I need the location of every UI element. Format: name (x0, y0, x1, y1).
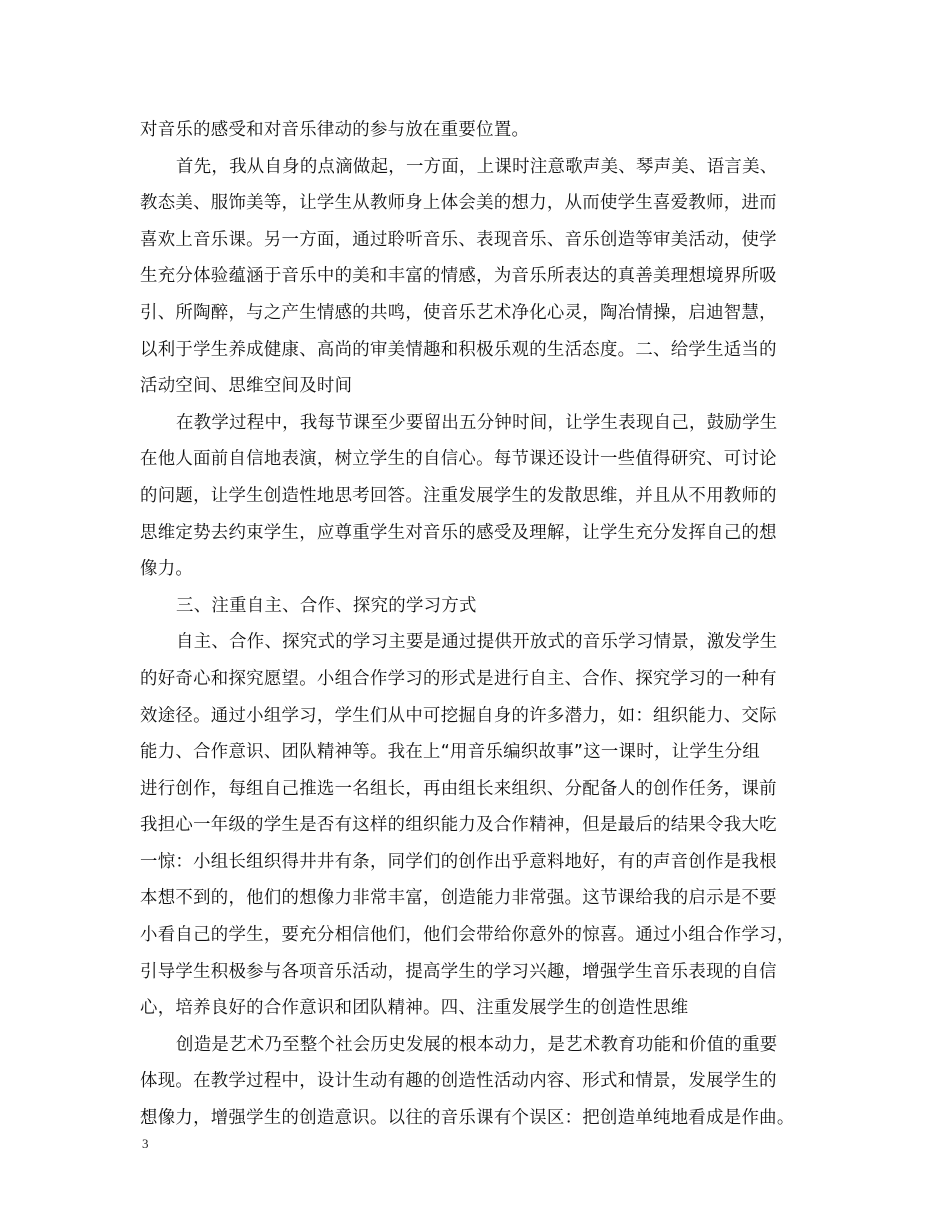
text-line: 像力。 (140, 559, 194, 580)
text-line: 在教学过程中，我每节课至少要留出五分钟时间，让学生表现自己，鼓励学生 (176, 412, 778, 433)
text-line: 教态美、服饰美等，让学生从教师身上体会美的想力，从而使学生喜爱教师，进而 (140, 193, 777, 214)
text-line: 效途径。通过小组学习，学生们从中可挖掘自身的许多潜力，如：组织能力、交际 (140, 705, 777, 726)
text-line: 创造是艺术乃至整个社会历史发展的根本动力，是艺术教育功能和价值的重要 (176, 1034, 778, 1055)
text-line: 喜欢上音乐课。另一方面，通过聆听音乐、表现音乐、音乐创造等审美活动，使学 (140, 229, 777, 250)
text-line: 活动空间、思维空间及时间 (140, 376, 353, 397)
page-number: 3 (142, 1136, 149, 1151)
text-line: 思维定势去约束学生，应尊重学生对音乐的感受及理解，让学生充分发挥自己的想 (140, 522, 777, 543)
body-text (140, 112, 820, 1137)
text-line: 生充分体验蕴涵于音乐中的美和丰富的情感，为音乐所表达的真善美理想境界所吸 (140, 266, 777, 287)
text-line: 的好奇心和探究愿望。小组合作学习的形式是进行自主、合作、探究学习的一种有 (140, 668, 777, 689)
text-line: 能力、合作意识、团队精神等。我在上“用音乐编织故事”这一课时，让学生分组 (140, 742, 761, 763)
text-line: 以利于学生养成健康、高尚的审美情趣和积极乐观的生活态度。二、给学生适当的 (140, 339, 777, 360)
text-line: 首先，我从自身的点滴做起，一方面，上课时注意歌声美、琴声美、语言美、 (176, 156, 778, 177)
text-line: 引、所陶醉，与之产生情感的共鸣，使音乐艺术净化心灵，陶冶情操，启迪智慧， (140, 302, 777, 323)
text-line: 进行创作，每组自己推选一名组长，再由组长来组织、分配备人的创作任务，课前 (140, 778, 777, 799)
text-line: 的问题，让学生创造性地思考回答。注重发展学生的发散思维，并且从不用教师的 (140, 485, 777, 506)
text-line: 小看自己的学生，要充分相信他们，他们会带给你意外的惊喜。通过小组合作学习， (140, 925, 795, 946)
text-line: 本想不到的，他们的想像力非常丰富，创造能力非常强。这节课给我的启示是不要 (140, 888, 777, 909)
text-line: 体现。在教学过程中，设计生动有趣的创造性活动内容、形式和情景，发展学生的 (140, 1071, 777, 1092)
text-line: 自主、合作、探究式的学习主要是通过提供开放式的音乐学习情景，激发学生 (176, 632, 778, 653)
text-line: 心，培养良好的合作意识和团队精神。四、注重发展学生的创造性思维 (140, 998, 689, 1019)
section-heading: 三、注重自主、合作、探究的学习方式 (176, 595, 477, 616)
text-line: 对音乐的感受和对音乐律动的参与放在重要位置。 (140, 120, 530, 140)
text-line: 一惊：小组长组织得井井有条，同学们的创作出乎意料地好，有的声音创作是我根 (140, 851, 777, 872)
text-line: 想像力，增强学生的创造意识。以往的音乐课有个误区：把创造单纯地看成是作曲。 (140, 1108, 795, 1129)
text-line: 引导学生积极参与各项音乐活动，提高学生的学习兴趣，增强学生音乐表现的自信 (140, 961, 777, 982)
text-line: 在他人面前自信地表演，树立学生的自信心。每节课还设计一些值得研究、可讨论 (140, 449, 777, 470)
text-line: 我担心一年级的学生是否有这样的组织能力及合作精神，但是最后的结果令我大吃 (140, 815, 777, 836)
